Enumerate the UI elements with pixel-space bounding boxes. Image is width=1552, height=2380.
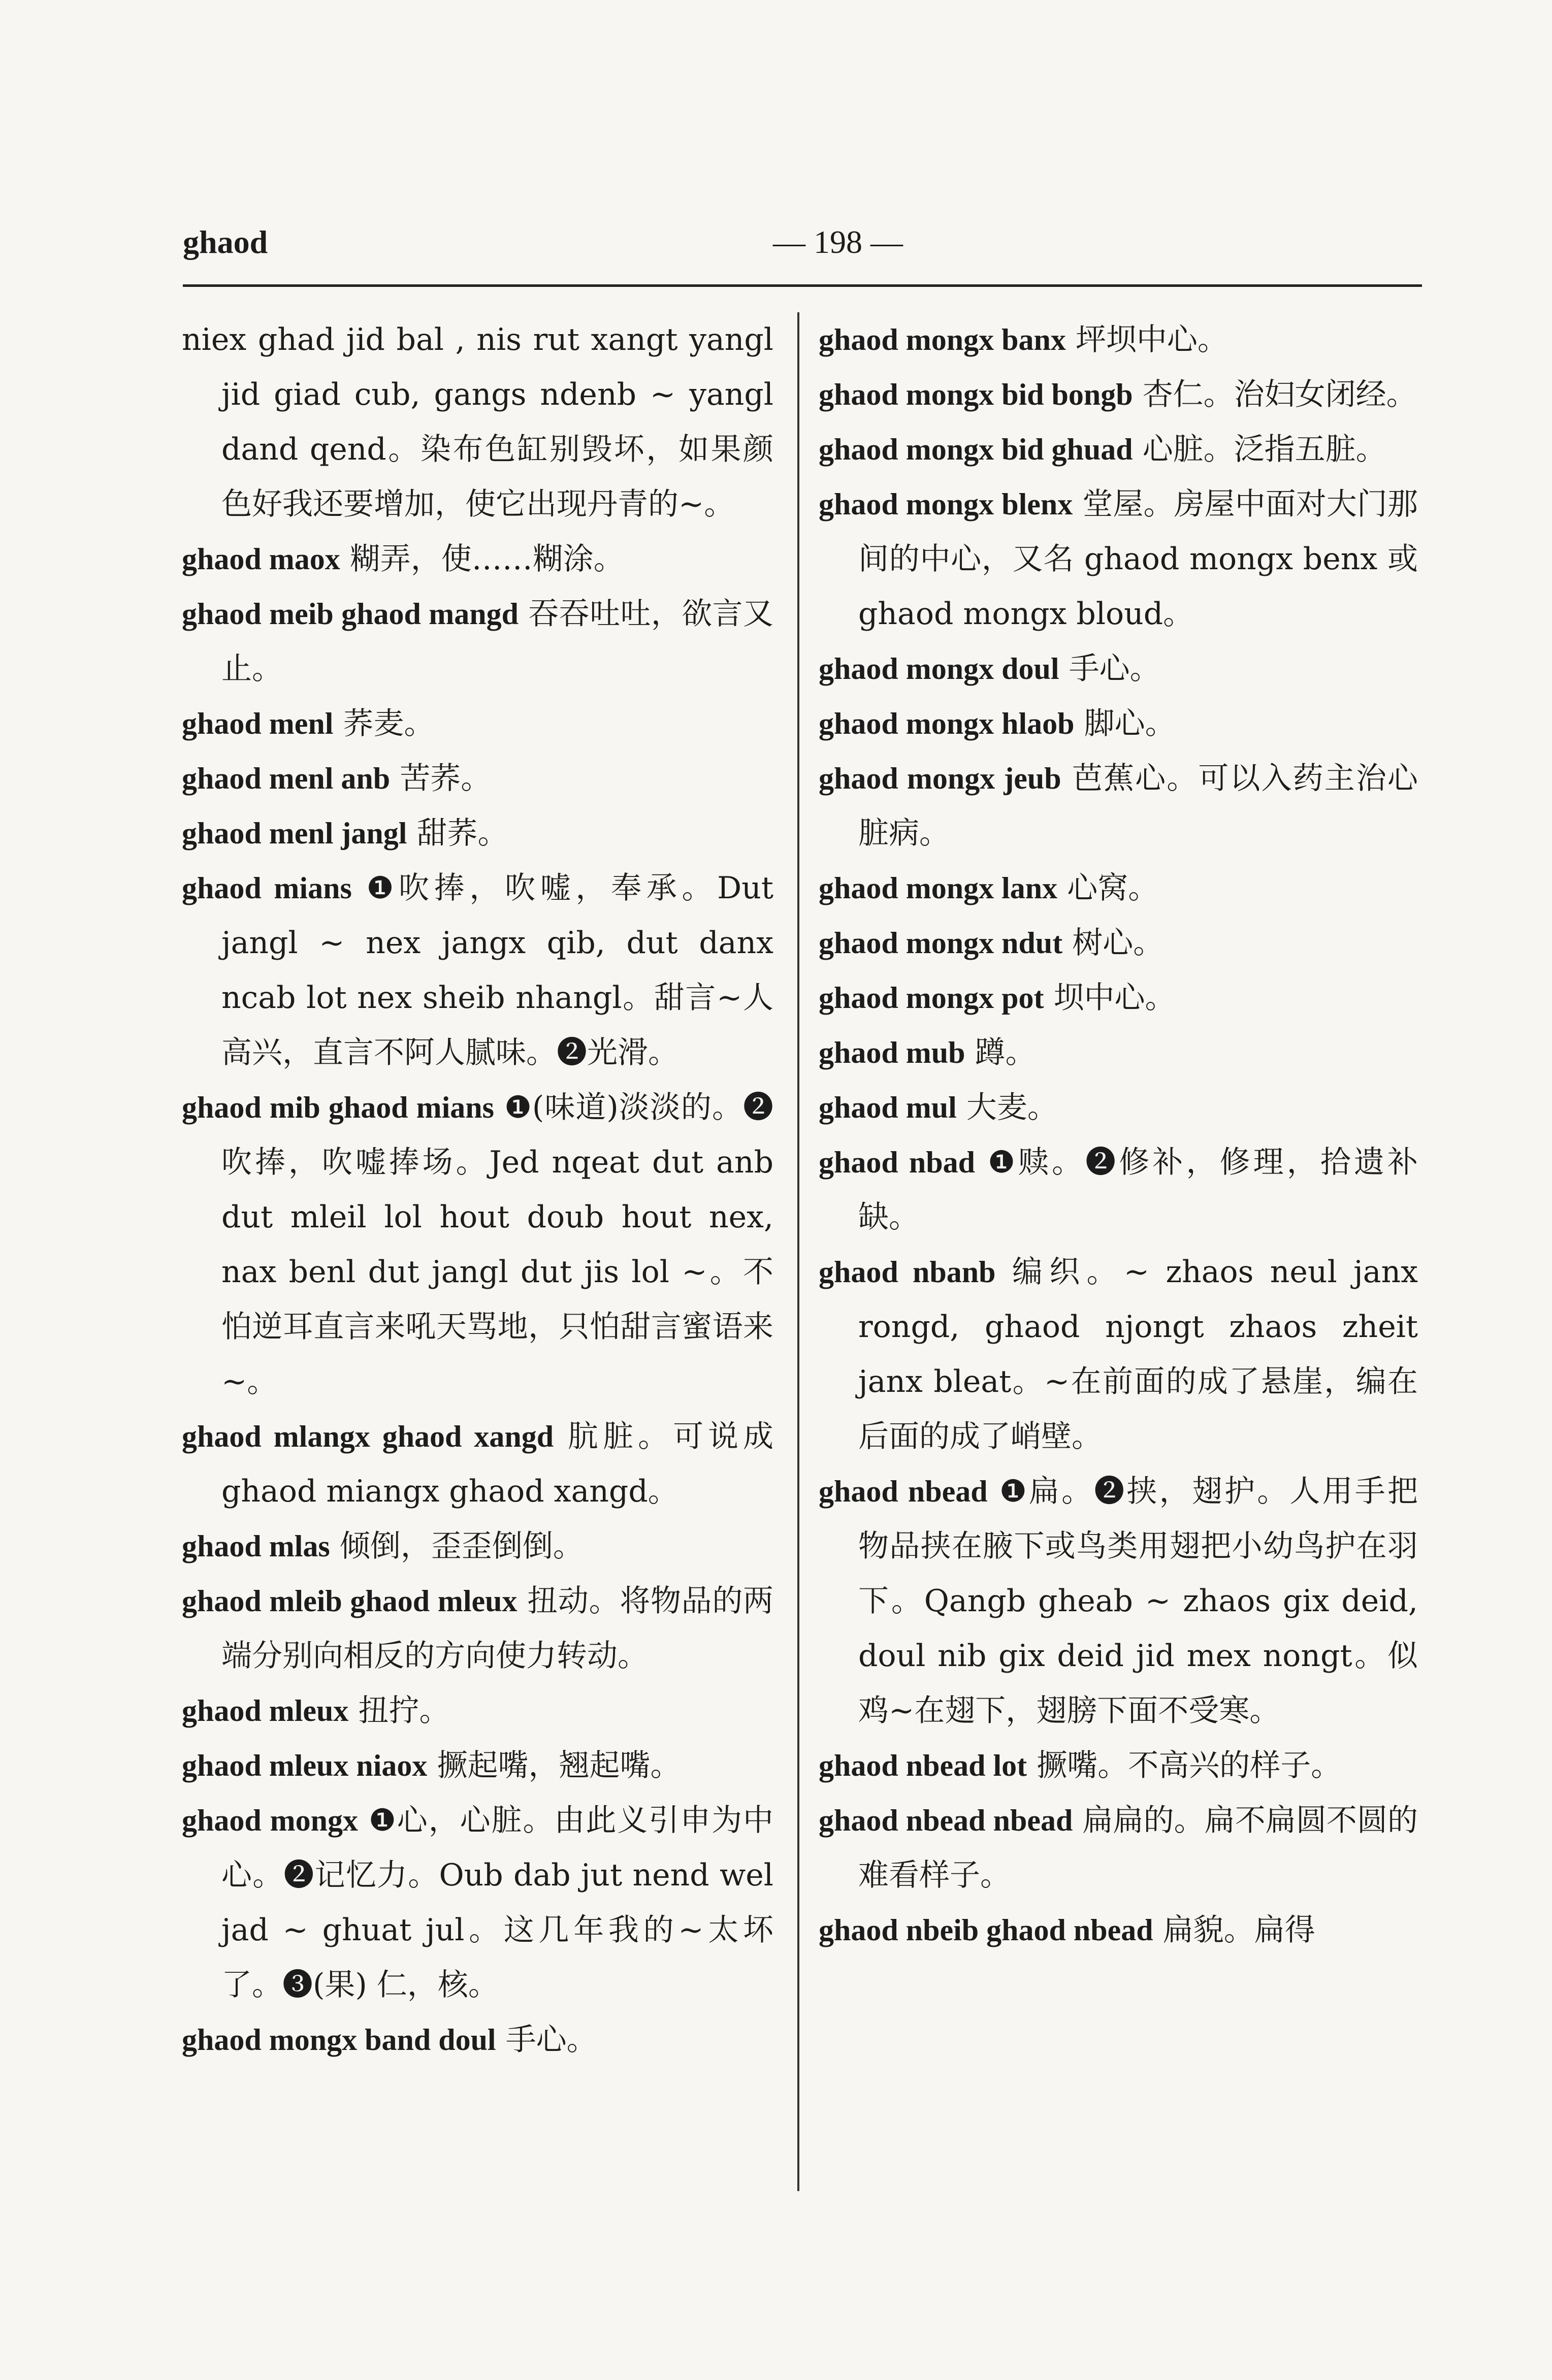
entry-headword: ghaod mongx blenx: [819, 487, 1073, 521]
dictionary-entry: [819, 1464, 1418, 1738]
entry-definition: 肮脏。可说成 ghaod miangx ghaod xangd。: [221, 1419, 774, 1509]
entry-definition: 扁扁的。扁不扁圆不圆的难看样子。: [858, 1803, 1418, 1893]
entry-headword: ghaod mongx jeub: [819, 762, 1061, 795]
entry-headword: ghaod mongx ndut: [819, 926, 1063, 960]
entry-definition: 大麦。: [966, 1090, 1058, 1125]
entry-headword: ghaod mub: [819, 1036, 965, 1069]
dictionary-entry: [819, 970, 1418, 1025]
entry-definition: 坪坝中心。: [1075, 322, 1228, 357]
entry-definition: 堂屋。房屋中面对大门那间的中心，又名 ghaod mongx benx 或 ghaod mongx bloud。: [858, 486, 1418, 632]
entry-definition: ❶吹捧，吹嘘，奉承。Dut jangl ~ nex jangx qib, dut danx ncab lot nex sheib nhangl。甜言~人高兴，直言不阿人腻味。❷光滑。: [221, 870, 774, 1070]
entry-definition: 吞吞吐吐，欲言又止。: [221, 596, 774, 687]
entry-definition: 苦荞。: [400, 761, 492, 796]
entry-headword: ghaod mlas: [182, 1529, 330, 1563]
entry-definition: 手心。: [505, 2022, 597, 2058]
entry-headword: ghaod mongx bid bongb: [819, 378, 1133, 411]
entry-definition: 芭蕉心。可以入药主治心脏病。: [858, 761, 1418, 851]
entry-headword: ghaod mib ghaod mians: [182, 1091, 494, 1124]
entry-headword: ghaod mul: [819, 1091, 957, 1124]
entry-headword: ghaod mongx banx: [819, 323, 1066, 356]
dictionary-entry: [182, 861, 773, 1080]
entry-headword: ghaod mongx hlaob: [819, 707, 1075, 740]
entry-headword: ghaod nbead: [819, 1475, 988, 1508]
dictionary-entry: [819, 312, 1418, 367]
entry-definition: ❶赎。❷修补，修理，拾遗补缺。: [858, 1145, 1418, 1235]
entry-headword: ghaod nbead nbead: [819, 1804, 1073, 1837]
entry-headword: ghaod mleux: [182, 1694, 349, 1727]
entry-headword: ghaod mlangx ghaod xangd: [182, 1420, 554, 1453]
entry-definition: 脚心。: [1084, 706, 1176, 741]
entry-definition: 蹲。: [975, 1035, 1036, 1070]
entry-headword: ghaod mleib ghaod mleux: [182, 1584, 518, 1618]
entry-definition: 杏仁。治妇女闭经。: [1142, 377, 1417, 412]
dictionary-entry: [819, 751, 1418, 861]
entry-headword: ghaod mongx band doul: [182, 2023, 496, 2057]
entry-definition: 扁貌。扁得: [1162, 1912, 1315, 1948]
entry-definition: 荞麦。: [343, 706, 435, 741]
entry-definition: 扭动。将物品的两端分别向相反的方向使力转动。: [221, 1583, 774, 1674]
dictionary-entry: [819, 1793, 1418, 1903]
entry-headword: ghaod mleux niaox: [182, 1749, 428, 1782]
dictionary-entry: [819, 1080, 1418, 1135]
entry-headword: ghaod mians: [182, 871, 352, 905]
right-column: [819, 312, 1418, 1958]
entry-definition: 坝中心。: [1053, 980, 1176, 1016]
dictionary-entry: [182, 1738, 773, 1793]
left-column: [182, 312, 773, 2067]
entry-headword: ghaod mongx: [182, 1804, 359, 1837]
running-head: ghaod: [183, 224, 268, 260]
dictionary-entry: [819, 861, 1418, 916]
dictionary-entry: [182, 2012, 773, 2067]
entry-headword: ghaod menl: [182, 707, 334, 740]
dictionary-entry: [819, 367, 1418, 422]
entry-definition: ❶(味道)淡淡的。❷吹捧，吹嘘捧场。Jed nqeat dut anb dut mleil lol hout doub hout nex, nax benl dut jangl dut jis lol ~。不怕逆耳直言来吼天骂地，只怕甜言蜜语来~。: [221, 1090, 773, 1399]
entry-headword: ghaod menl anb: [182, 762, 391, 795]
header-rule: [183, 284, 1422, 287]
dictionary-entry: [182, 1519, 773, 1574]
entry-definition: ❶心，心脏。由此义引申为中心。❷记忆力。Oub dab jut nend wel jad ~ ghuat jul。这几年我的~太坏了。❸(果) 仁，核。: [221, 1803, 774, 2003]
dictionary-entry: [182, 586, 773, 696]
dictionary-entry: [819, 1903, 1418, 1958]
dictionary-entry: [819, 422, 1418, 477]
dictionary-entry: [819, 1245, 1418, 1464]
entry-headword: ghaod nbeib ghaod nbead: [819, 1913, 1153, 1947]
dictionary-entry: [182, 806, 773, 861]
entry-headword: ghaod mongx bid ghuad: [819, 433, 1133, 466]
dictionary-entry: [182, 312, 773, 532]
entry-definition: 糊弄，使……糊涂。: [349, 541, 624, 577]
dictionary-entry: [819, 1738, 1418, 1793]
dictionary-entry: [182, 1574, 773, 1683]
dictionary-entry: [819, 916, 1418, 970]
entry-definition: niex ghad jid bal , nis rut xangt yangl jid giad cub, gangs ndenb ~ yangl dand qend。染布色缸别毁坏，如果颜色好我还要增加，使它出现丹青的~。: [182, 322, 773, 522]
entry-definition: 扭拧。: [358, 1693, 450, 1729]
entry-definition: 心脏。泛指五脏。: [1142, 432, 1386, 467]
dictionary-entry: [182, 1080, 773, 1409]
entry-definition: 撅起嘴，翘起嘴。: [437, 1748, 681, 1783]
dictionary-entry: [182, 696, 773, 751]
entry-definition: 树心。: [1072, 925, 1164, 961]
dictionary-entry: [819, 696, 1418, 751]
column-divider: [797, 312, 799, 2191]
dictionary-entry: [182, 751, 773, 806]
dictionary-entry: [819, 641, 1418, 696]
dictionary-entry: [182, 532, 773, 586]
dictionary-entry: [819, 1025, 1418, 1080]
entry-headword: ghaod nbad: [819, 1146, 975, 1179]
entry-headword: ghaod maox: [182, 542, 340, 576]
entry-headword: ghaod mongx doul: [819, 652, 1059, 686]
entry-definition: 编织。~ zhaos neul janx rongd, ghaod njongt zhaos zheit janx bleat。~在前面的成了悬崖，编在后面的成了峭壁。: [858, 1254, 1418, 1454]
dictionary-entry: [182, 1409, 773, 1519]
entry-definition: ❶扁。❷挟，翅护。人用手把物品挟在腋下或鸟类用翅把小幼鸟护在羽下。Qangb gheab ~ zhaos gix deid, doul nib gix deid jid mex nongt。似鸡~在翅下，翅膀下面不受寒。: [858, 1474, 1418, 1729]
dictionary-entry: [182, 1683, 773, 1738]
entry-headword: ghaod meib ghaod mangd: [182, 597, 519, 631]
entry-headword: ghaod menl jangl: [182, 817, 407, 850]
page-number: — 198 —: [773, 224, 903, 260]
dictionary-entry: [819, 1135, 1418, 1245]
entry-definition: 手心。: [1069, 651, 1160, 687]
entry-headword: ghaod nbead lot: [819, 1749, 1027, 1782]
entry-definition: 甜荞。: [416, 816, 508, 851]
entry-definition: 撅嘴。不高兴的样子。: [1037, 1748, 1342, 1783]
entry-headword: ghaod mongx pot: [819, 981, 1044, 1015]
dictionary-entry: [182, 1793, 773, 2012]
entry-definition: 心窝。: [1067, 870, 1159, 906]
entry-headword: ghaod nbanb: [819, 1255, 996, 1289]
page-header: [183, 218, 1422, 274]
entry-headword: ghaod mongx lanx: [819, 871, 1058, 905]
entry-definition: 倾倒，歪歪倒倒。: [339, 1528, 584, 1564]
dictionary-entry: [819, 477, 1418, 641]
